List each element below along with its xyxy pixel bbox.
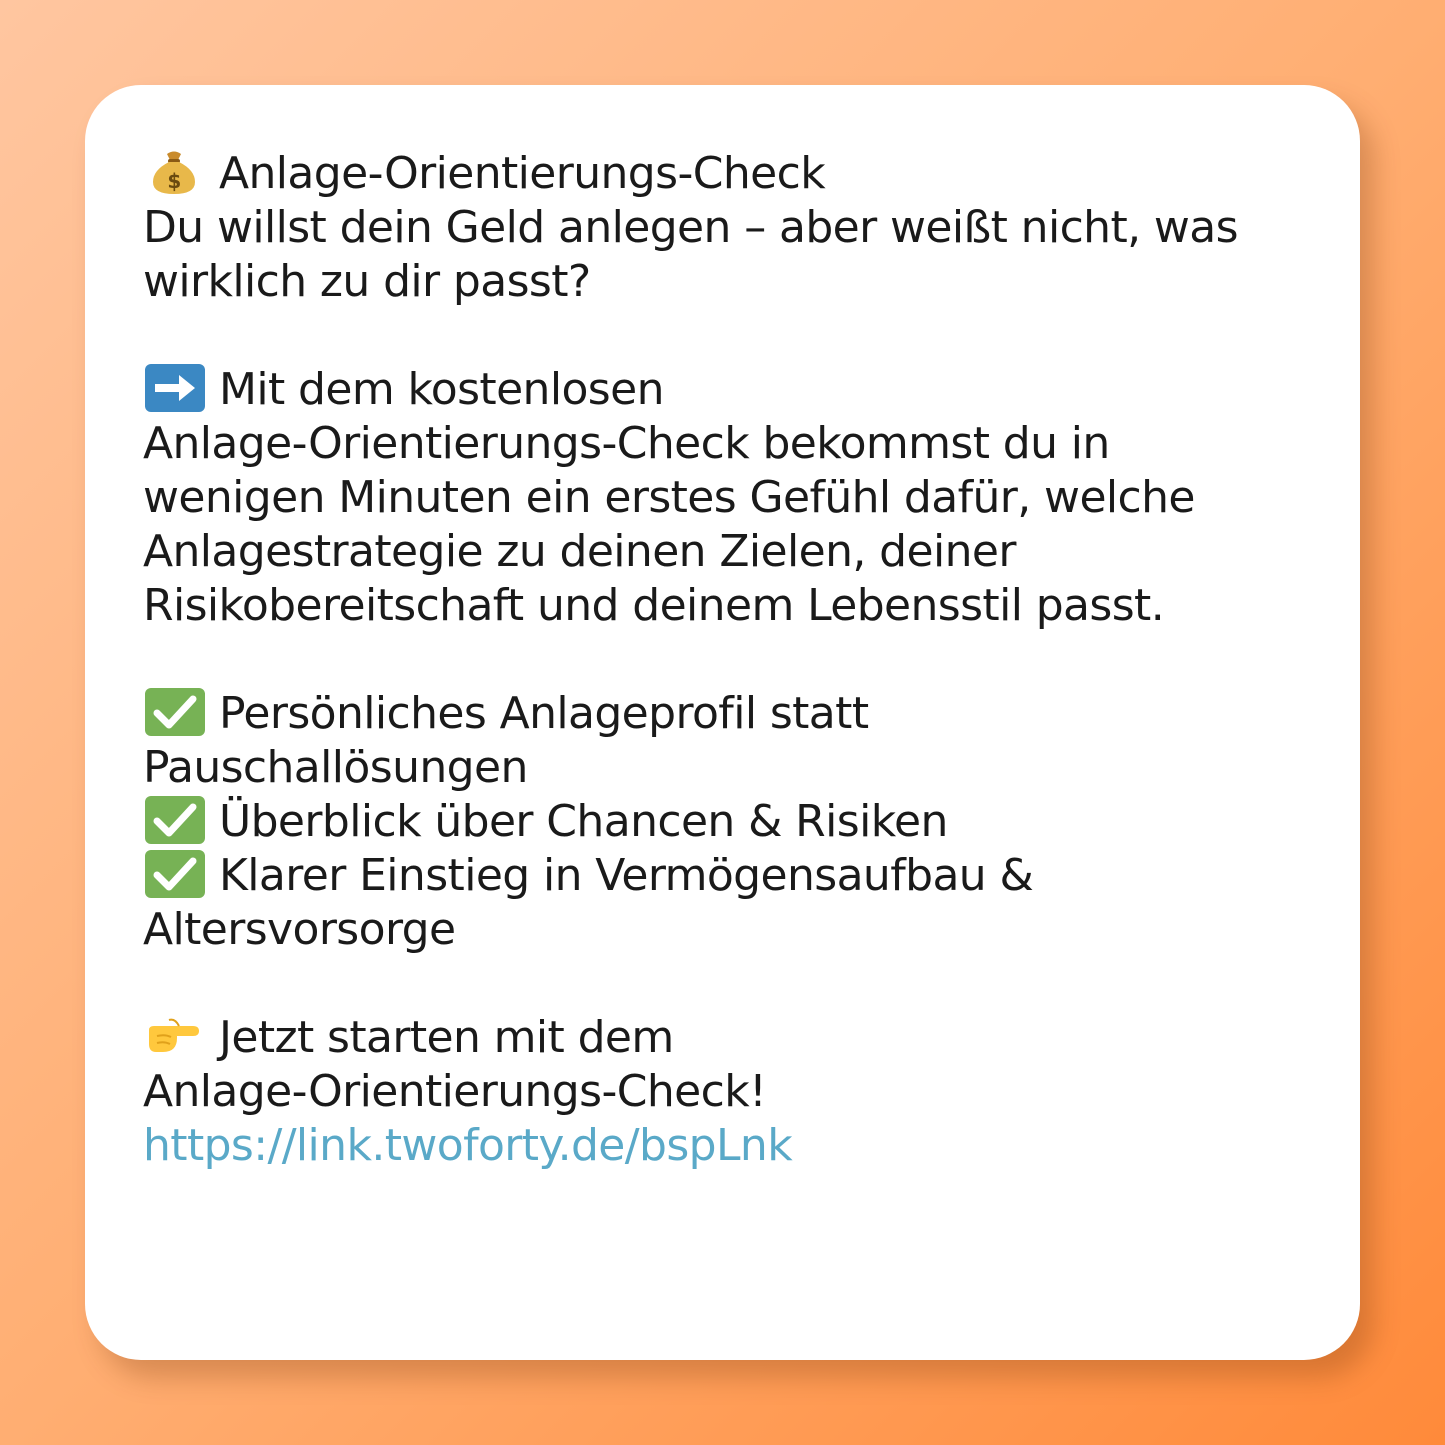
benefit-2-text: Überblick über Chancen & Risiken (219, 796, 948, 847)
intro-line-2: wirklich zu dir passt? (143, 256, 591, 307)
benefit-3-text: Klarer Einstieg in Vermögensaufbau & (219, 850, 1034, 901)
cta-text: Jetzt starten mit dem (219, 1012, 674, 1063)
title-line (143, 147, 1300, 201)
benefit-1-line-1 (143, 687, 1300, 741)
post-card (85, 85, 1360, 1360)
spacer (143, 309, 1300, 363)
spacer (143, 633, 1300, 687)
title-text: Anlage-Orientierungs-Check (219, 148, 826, 199)
benefit-3-line-1 (143, 849, 1300, 903)
svg-text:$: $ (167, 169, 181, 193)
intro-line-1: Du willst dein Geld anlegen – aber weißt nicht, was (143, 202, 1238, 253)
benefit-3-line-2: Altersvorsorge (143, 904, 456, 955)
check-mark-icon (143, 850, 205, 898)
pointing-hand-icon (143, 1012, 205, 1060)
right-arrow-icon (143, 364, 205, 412)
arrow-line-3: wenigen Minuten ein erstes Gefühl dafür, welche (143, 472, 1195, 523)
check-mark-icon (143, 688, 205, 736)
benefit-2-line-1 (143, 795, 1300, 849)
post-text (143, 147, 1300, 1173)
arrow-line-5: Risikobereitschaft und deinem Lebensstil passt. (143, 580, 1165, 631)
benefit-1-line-2: Pauschallösungen (143, 742, 528, 793)
cta-link-line (143, 1119, 1300, 1173)
cta-line-1 (143, 1011, 1300, 1065)
cta-line-2: Anlage-Orientierungs-Check! (143, 1066, 767, 1117)
money-bag-icon (143, 148, 205, 196)
benefit-1-text: Persönliches Anlageprofil statt (219, 688, 869, 739)
arrow-line-2: Anlage-Orientierungs-Check bekommst du in (143, 418, 1110, 469)
arrow-line (143, 363, 1300, 417)
arrow-line-text: Mit dem kostenlosen (219, 364, 664, 415)
arrow-line-4: Anlagestrategie zu deinen Zielen, deiner (143, 526, 1016, 577)
check-mark-icon (143, 796, 205, 844)
check-link[interactable]: https://link.twoforty.de/bspLnk (143, 1120, 793, 1171)
spacer (143, 957, 1300, 1011)
